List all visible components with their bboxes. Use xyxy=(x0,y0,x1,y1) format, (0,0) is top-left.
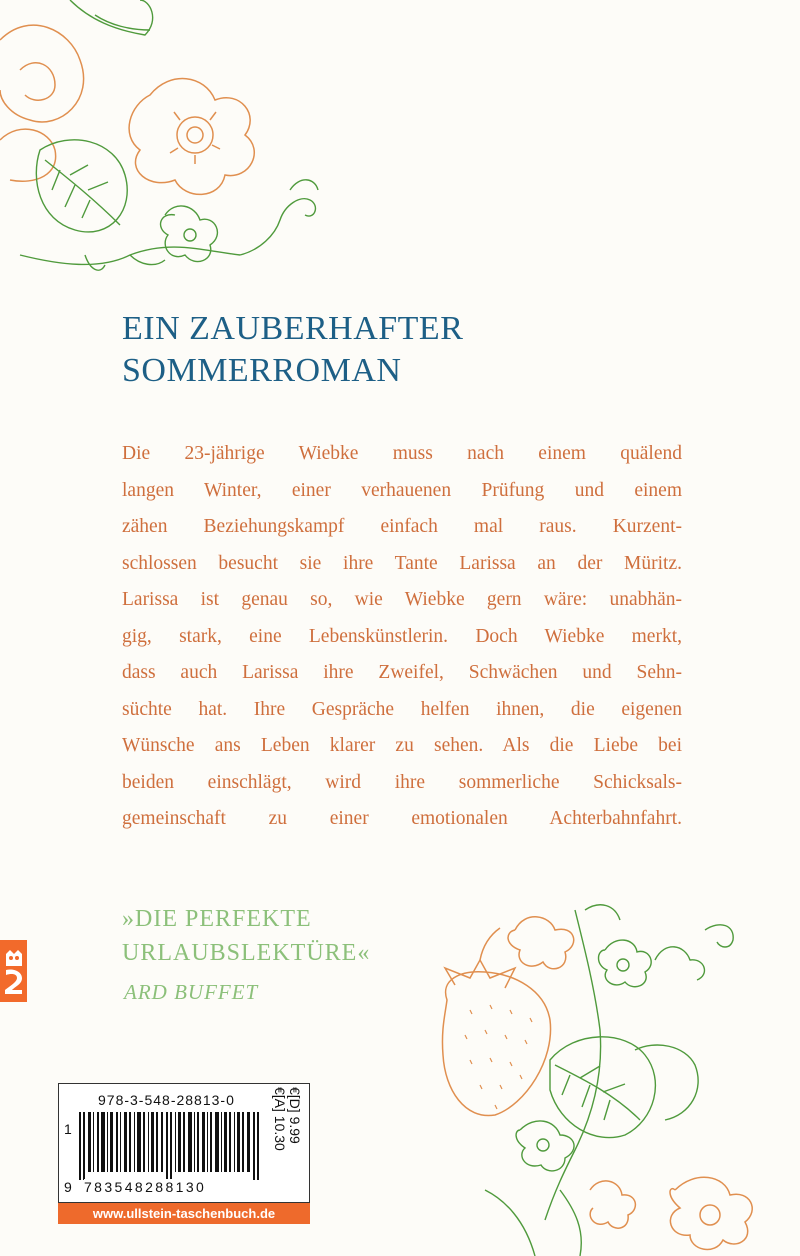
headline xyxy=(122,308,463,392)
publisher-url[interactable]: www.ullstein-taschenbuch.de xyxy=(58,1203,310,1224)
blurb-line: schlossen besucht sie ihre Tante Larissa an der Müritz. xyxy=(122,552,682,574)
review-source: ARD BUFFET xyxy=(124,980,259,1004)
prices-rotated xyxy=(272,1087,302,1151)
headline-line-1: EIN ZAUBERHAFTER xyxy=(122,310,464,347)
price-austria: €[A] 10.30 xyxy=(272,1087,288,1151)
headline-line-2: SOMMERROMAN xyxy=(122,352,402,389)
barcode-first-digit: 9 xyxy=(64,1179,72,1195)
barcode-lead-digit: 1 xyxy=(64,1121,72,1137)
blurb-line: zähen Beziehungskampf einfach mal raus. Kurzent- xyxy=(122,516,682,537)
blurb-line: langen Winter, einer verhauenen Prüfung und einem xyxy=(122,479,682,501)
barcode-digits: 783548288130 xyxy=(84,1179,207,1195)
owl-icon xyxy=(0,940,27,1002)
price-block xyxy=(270,1087,304,1187)
review-quote xyxy=(122,902,370,970)
blurb-line: süchte hat. Ihre Gespräche helfen ihnen, die eigenen xyxy=(122,698,682,720)
blurb-line: dass auch Larissa ihre Zweifel, Schwächen und Sehn- xyxy=(122,662,682,683)
review-quote-line-2: URLAUBSLEKTÜRE« xyxy=(122,940,371,966)
blurb-line: beiden einschlägt, wird ihre sommerliche Schicksals- xyxy=(122,771,682,793)
blurb xyxy=(122,436,682,838)
blurb-line: Wünsche ans Leben klarer zu sehen. Als die Liebe bei xyxy=(122,735,682,756)
isbn: 978-3-548-28813-0 xyxy=(98,1092,235,1108)
strawberry-blossom-illustration-top xyxy=(0,0,340,285)
price-germany: €[D] 9.99 xyxy=(287,1087,303,1144)
review-quote-line-1: »DIE PERFEKTE xyxy=(122,906,312,932)
blurb-line: gemeinschaft zu einer emotionalen Achterbahnfahrt. xyxy=(122,808,682,829)
blurb-line: Die 23-jährige Wiebke muss nach einem quälend xyxy=(122,443,682,464)
blurb-line: Larissa ist genau so, wie Wiebke gern wäre: unabhän- xyxy=(122,589,682,610)
barcode xyxy=(79,1112,262,1180)
blurb-line: gig, stark, eine Lebenskünstlerin. Doch Wiebke merkt, xyxy=(122,625,682,647)
strawberry-plant-illustration-bottom xyxy=(425,890,800,1256)
